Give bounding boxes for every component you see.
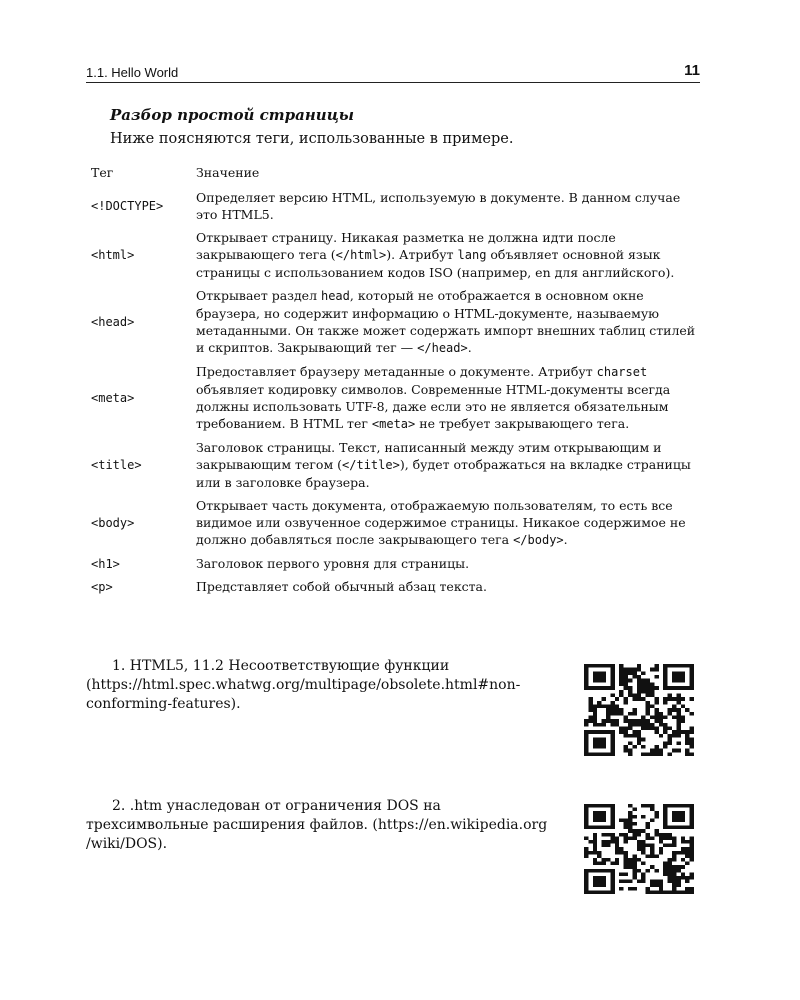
inline-code: </title> (342, 458, 400, 472)
description-text: Предоставляет браузеру метаданные о документе. Атрибут (196, 364, 597, 379)
qr-code-image (584, 664, 694, 756)
tag-name-cell: <!DOCTYPE> (91, 199, 164, 213)
tag-description-cell (191, 186, 700, 226)
tag-description-cell (191, 494, 700, 552)
footnote-2 (86, 797, 556, 854)
footnote-1 (86, 657, 556, 714)
description-text: объявляет основной язык страницы с использованием кодов ISO (например, en для английского). (196, 247, 675, 280)
description-text: Определяет версию HTML, используемую в документе. В данном случае это HTML5. (196, 190, 681, 222)
table-row (86, 552, 700, 575)
tag-description-cell (191, 360, 700, 436)
table-row (86, 284, 700, 360)
section-title: Разбор простой страницы (110, 106, 355, 124)
qr-code-graphic (584, 804, 694, 894)
tag-name-cell: <html> (91, 248, 135, 262)
running-title: 1.1. Hello World (86, 65, 179, 80)
page-number: 11 (684, 62, 700, 79)
tag-description-cell (191, 575, 700, 598)
tag-name-cell: <body> (91, 516, 135, 530)
tag-name-cell: <head> (91, 315, 135, 329)
footnote-text: 2. .htm унаследован от ограничения DOS на трехсимвольные расширения файлов. (https://en.wikipedia.org /wiki/DOS). (86, 798, 548, 852)
description-text: Заголовок первого уровня для страницы. (196, 556, 470, 571)
tag-table (86, 161, 700, 598)
table-row (86, 436, 700, 494)
description-text: ), будет отображаться на вкладке страницы или в заголовке браузера. (196, 457, 691, 490)
tag-description-cell (191, 436, 700, 494)
inline-code: <meta> (371, 417, 416, 431)
tag-name-cell: <p> (91, 579, 113, 594)
description-text: не требует закрывающего тега. (415, 416, 630, 431)
inline-code: </body> (513, 533, 564, 547)
description-text: Открывает раздел (196, 288, 321, 303)
inline-code: charset (596, 365, 648, 379)
footnote-text: 1. HTML5, 11.2 Несоответствующие функции (https://html.spec.whatwg.org/multipage/obsolete.html#non-conforming-features). (86, 658, 521, 712)
inline-code: head (320, 289, 350, 303)
column-header-tag: Тег (91, 165, 114, 180)
section-intro: Ниже поясняются теги, использованные в примере. (110, 131, 514, 147)
column-header-meaning: Значение (196, 165, 260, 180)
inline-code: </head> (417, 341, 468, 355)
table-row (86, 186, 700, 226)
running-header (86, 64, 700, 83)
description-text: объявляет кодировку символов. Современные HTML-документы всегда должны использовать UTF-8, даже если это не является обязательным требованием. В HTML тег (196, 382, 671, 431)
description-text: Открывает часть документа, отображаемую пользователям, то есть все видимое или озвученное содержимое страницы. Никакое содержимое не должно добавляться после закрывающего тега (196, 498, 686, 547)
description-text: ). Атрибут (386, 247, 458, 262)
description-text: Заголовок страницы. Текст, написанный между этим открывающим и закрывающим тегом ( (196, 440, 662, 472)
inline-code: lang (457, 248, 487, 262)
table-header-row (86, 161, 700, 186)
description-text: . (467, 340, 472, 355)
table-row (86, 360, 700, 436)
table-row (86, 494, 700, 552)
description-text: , который не отображается в основном окне браузера, но содержит информацию о HTML-документе, называемую метаданными. Он также может содержать импорт внешних таблиц стилей и скриптов. Закрывающий тег — (196, 288, 696, 355)
tag-description-cell (191, 226, 700, 284)
tag-name-cell: <h1> (91, 556, 120, 571)
table-row (86, 575, 700, 598)
tag-name-cell: <meta> (91, 391, 135, 405)
tag-description-cell (191, 552, 700, 575)
description-text: . (563, 532, 568, 547)
tag-description-cell (191, 284, 700, 360)
table-row (86, 226, 700, 284)
inline-code: </html> (335, 248, 387, 262)
description-text: Открывает страницу. Никакая разметка не должна идти после закрывающего тега ( (196, 230, 616, 262)
qr-code-image (584, 804, 694, 894)
description-text: Представляет собой обычный абзац текста. (196, 579, 487, 594)
qr-code-graphic (584, 664, 694, 756)
tag-name-cell: <title> (91, 458, 142, 472)
